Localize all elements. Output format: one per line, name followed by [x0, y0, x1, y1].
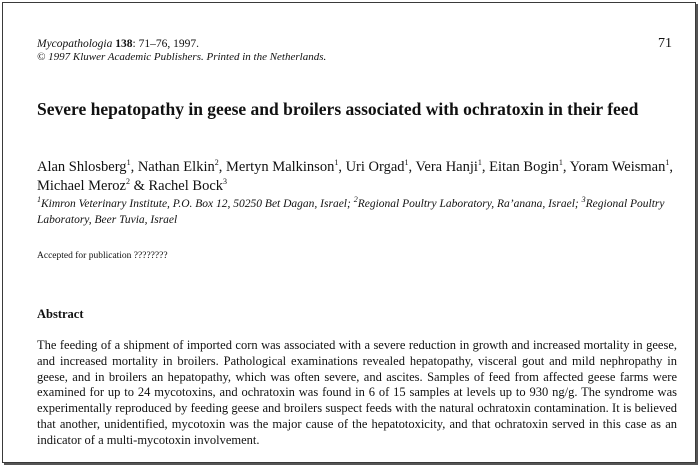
- affiliations: [37, 196, 677, 228]
- journal-volume: 138: [115, 38, 133, 50]
- author-separator: ,: [562, 159, 570, 175]
- author-name: Eitan Bogin: [489, 159, 559, 175]
- affiliation-mark: 1: [37, 195, 41, 205]
- author-list: [37, 158, 677, 196]
- author-name: Rachel Bock: [148, 178, 224, 194]
- author-name: Vera Hanji: [415, 159, 478, 175]
- author-affiliation-mark: 1: [334, 158, 339, 168]
- author-affiliation-mark: 1: [665, 158, 670, 168]
- author-name: Mertyn Malkinson: [225, 159, 335, 175]
- author-affiliation-mark: 1: [558, 158, 563, 168]
- affiliation-mark: 2: [353, 195, 358, 205]
- author-affiliation-mark: 1: [404, 158, 409, 168]
- journal-name: Mycopathologia: [37, 38, 113, 50]
- author-affiliation-mark: 2: [125, 177, 130, 187]
- author-separator: ,: [218, 159, 226, 175]
- document-page: [2, 2, 696, 463]
- affiliation-text: Kimron Veterinary Institute, P.O. Box 12, 50250 Bet Dagan, Israel;: [41, 198, 354, 210]
- author-name: Uri Orgad: [345, 159, 405, 175]
- abstract-text: The feeding of a shipment of imported corn was associated with a severe reduction in growth and increased mortality in geese, and increased mortality in broilers. Pathological examinations revealed hepatopathy, visceral gout and mild nephropathy in geese, and in broilers an hepatopathy, which was often severe, and ascites. Samples of feed from affected geese farms were examined for up to 24 mycotoxins, and ochratoxin was found in 6 of 15 samples at levels up to 930 ng/g. The syndrome was experimentally reproduced by feeding geese and broilers suspect feeds with the natural ochratoxin contamination. It is believed that another, unidentified, mycotoxin was the major cause of the hepatotoxicity, and that ochratoxin served in this case as an indicator of a multi-mycotoxin involvement.: [37, 338, 677, 447]
- affiliation-text: Regional Poultry Laboratory, Ra’anana, Israel;: [357, 198, 582, 210]
- author-name: Michael Meroz: [37, 178, 126, 194]
- accepted-line: Accepted for publication ????????: [37, 251, 168, 261]
- author-affiliation-mark: 3: [223, 177, 228, 187]
- author-separator: ,: [669, 159, 673, 175]
- author-separator: ,: [130, 159, 138, 175]
- author-affiliation-mark: 2: [214, 158, 219, 168]
- author-separator: ,: [338, 159, 346, 175]
- journal-pages-year: : 71–76, 1997.: [132, 38, 199, 50]
- author-separator: ,: [481, 159, 490, 175]
- author-name: Yoram Weisman: [569, 159, 666, 175]
- author-separator: &: [129, 178, 149, 194]
- abstract-heading: Abstract: [37, 307, 84, 321]
- author-separator: ,: [408, 159, 416, 175]
- author-affiliation-mark: 1: [477, 158, 482, 168]
- affiliation-text: Regional Poultry Laboratory, Beer Tuvia, Israel: [37, 198, 665, 226]
- article-title: Severe hepatopathy in geese and broilers associated with ochratoxin in their feed: [37, 99, 639, 119]
- author-affiliation-mark: 1: [126, 158, 131, 168]
- copyright-line: © 1997 Kluwer Academic Publishers. Printed in the Netherlands.: [37, 51, 327, 63]
- page-number: 71: [658, 36, 672, 51]
- affiliation-mark: 3: [581, 195, 586, 205]
- author-name: Nathan Elkin: [137, 159, 215, 175]
- author-name: Alan Shlosberg: [37, 159, 127, 175]
- journal-citation: [37, 38, 199, 50]
